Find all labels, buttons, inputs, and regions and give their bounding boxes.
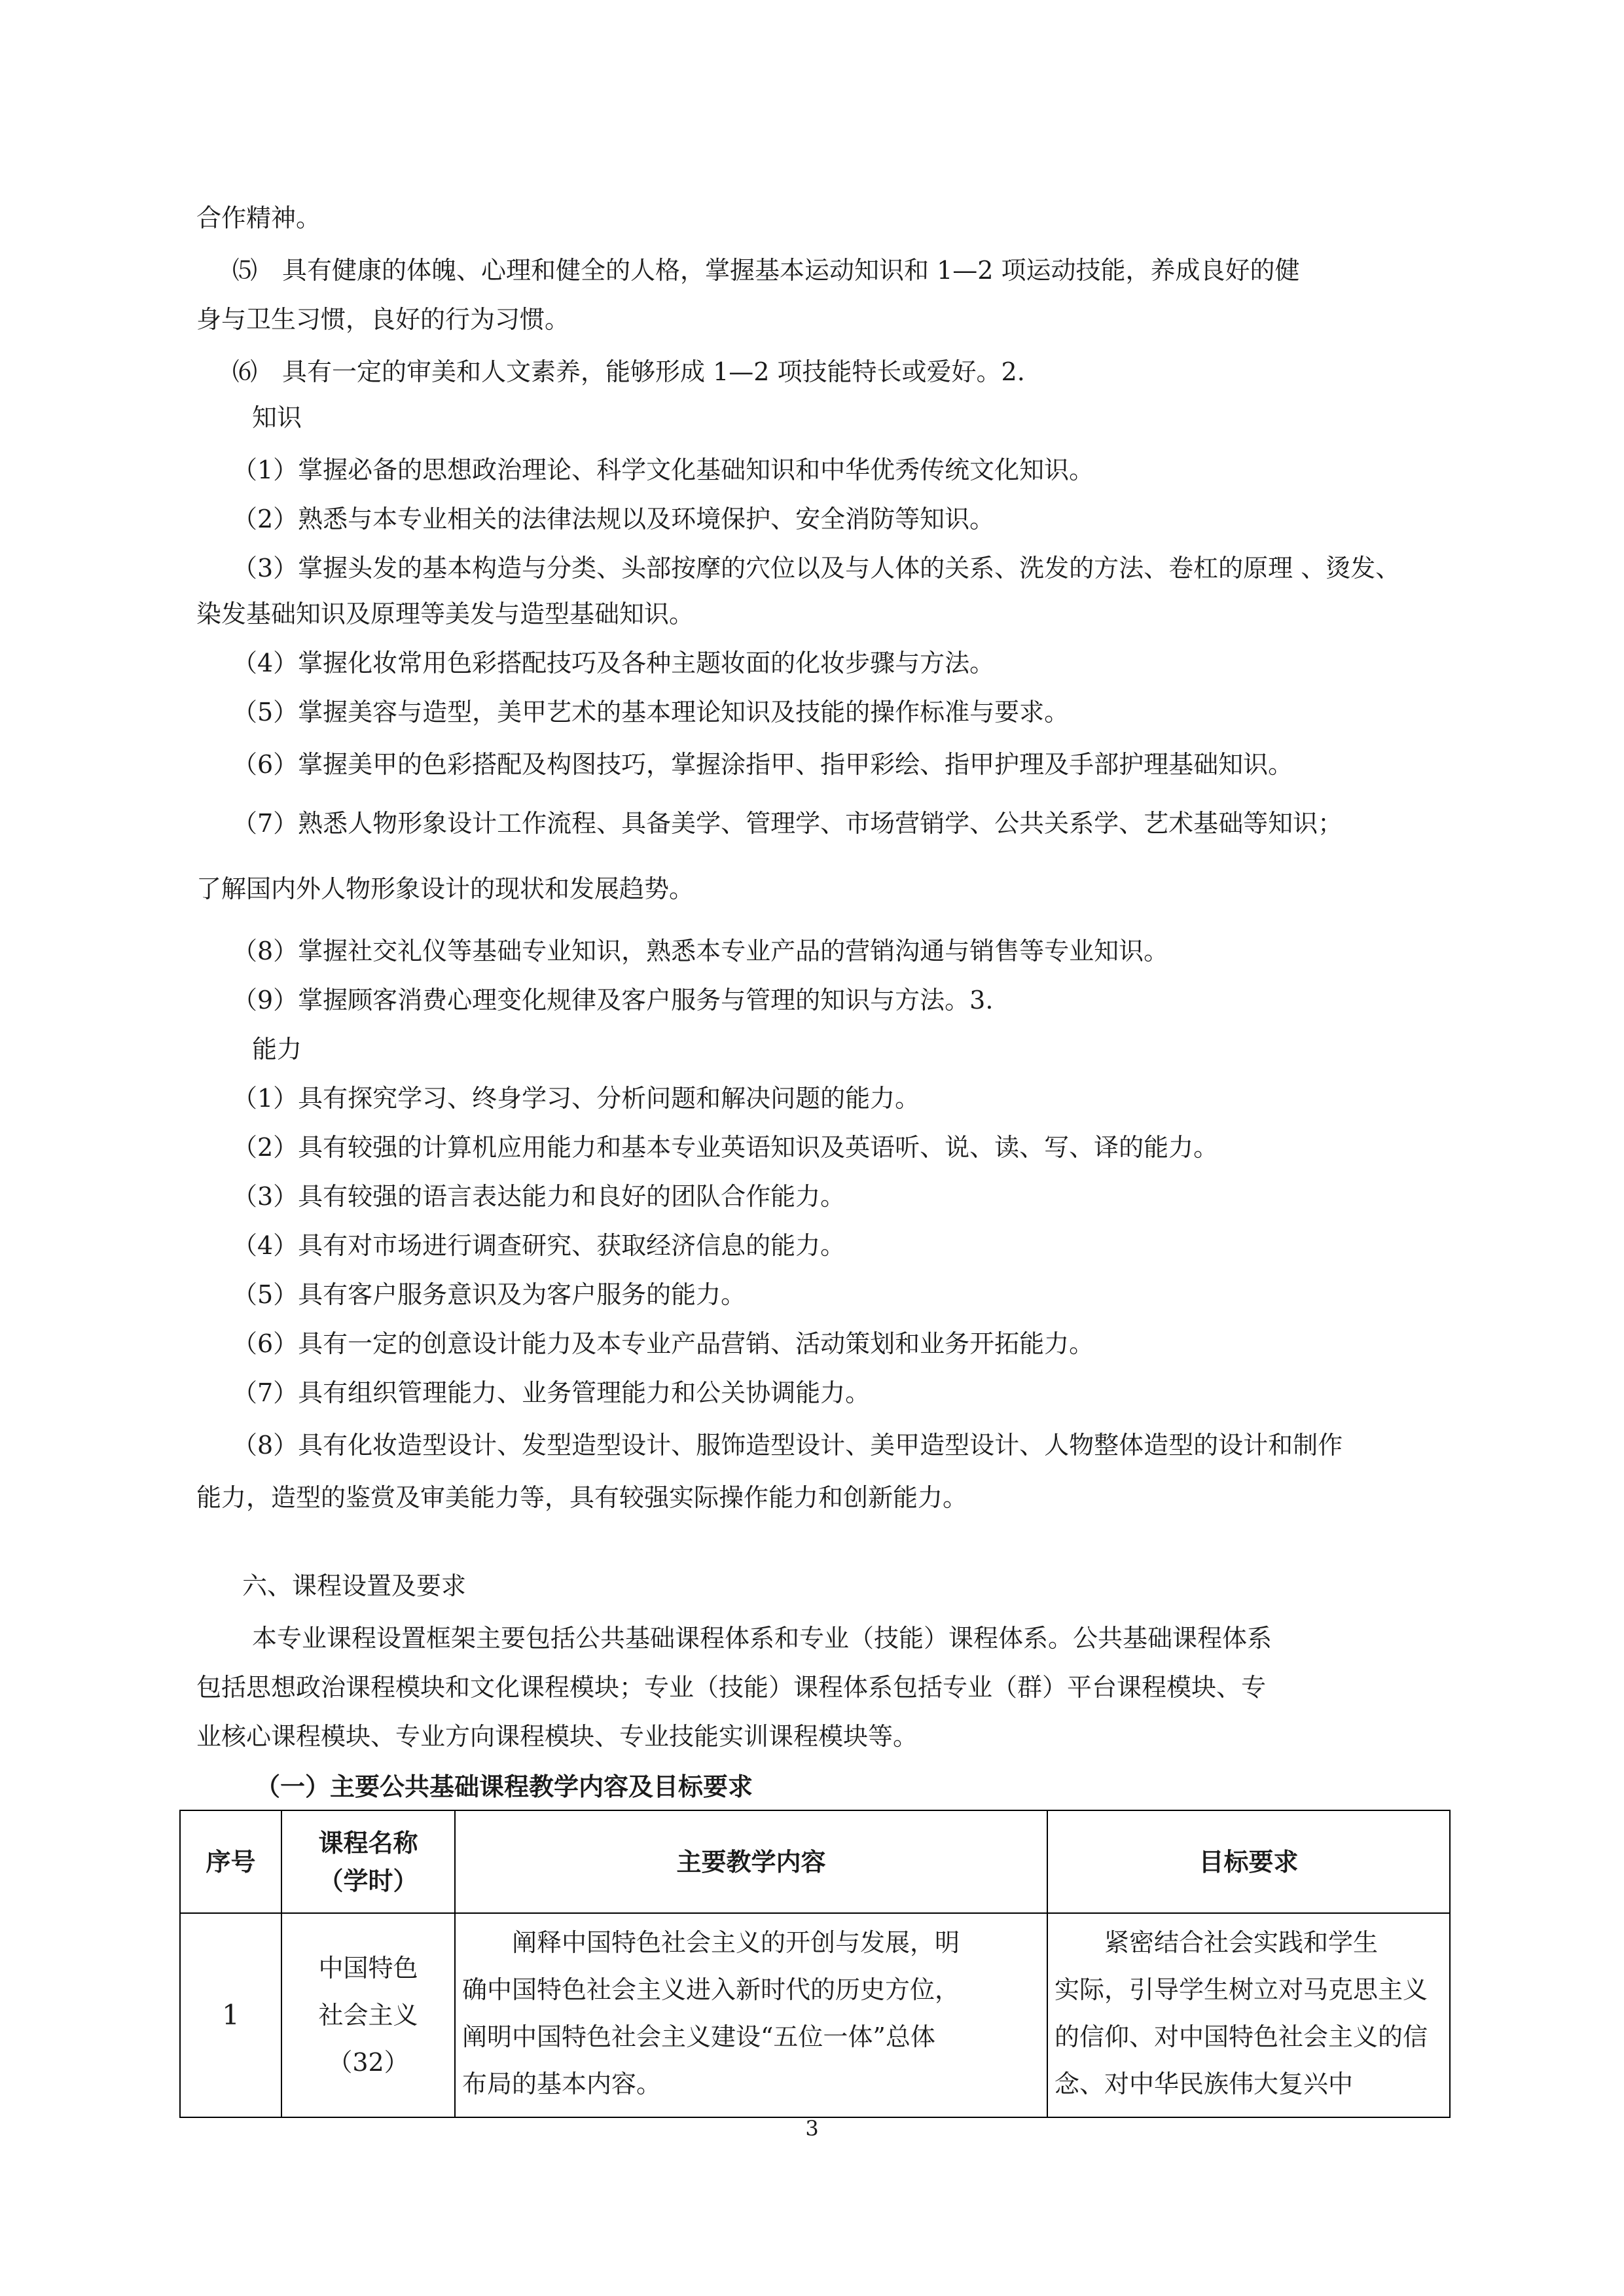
table-row <box>180 1913 1450 2117</box>
section-heading: 知识 <box>252 403 302 432</box>
text-line: 业核心课程模块、专业方向课程模块、专业技能实训课程模块等。 <box>196 1722 918 1751</box>
course-name-line: （32） <box>327 2048 409 2077</box>
subsection-heading: （一）主要公共基础课程教学内容及目标要求 <box>255 1772 753 1801</box>
row-course-name <box>281 1913 455 2117</box>
content-line: 阐释中国特色社会主义的开创与发展，明 <box>462 1928 960 1957</box>
text-line: ⑹ 具有一定的审美和人文素养，能够形成 1—2 项技能特长或爱好。2. <box>232 357 1025 386</box>
text-line: 能力，造型的鉴赏及审美能力等，具有较强实际操作能力和创新能力。 <box>196 1483 968 1512</box>
chapter-heading: 六、课程设置及要求 <box>242 1571 467 1600</box>
text-line: （2）熟悉与本专业相关的法律法规以及环境保护、安全消防等知识。 <box>232 505 995 533</box>
course-name-line: 社会主义 <box>318 2001 418 2030</box>
text-line: （8）具有化妆造型设计、发型造型设计、服饰造型设计、美甲造型设计、人物整体造型的设计和制作 <box>232 1431 1343 1460</box>
course-name-line: 中国特色 <box>318 1954 418 1982</box>
goal-line: 实际，引导学生树立对马克思主义 <box>1055 1975 1428 2004</box>
header-content: 主要教学内容 <box>455 1810 1047 1913</box>
text-line: （6）具有一定的创意设计能力及本专业产品营销、活动策划和业务开拓能力。 <box>232 1329 1094 1358</box>
text-line: （3）具有较强的语言表达能力和良好的团队合作能力。 <box>232 1182 846 1211</box>
section-heading: 能力 <box>252 1035 302 1064</box>
content-line: 阐明中国特色社会主义建设“五位一体”总体 <box>462 2022 935 2051</box>
page-number: 3 <box>805 2116 819 2141</box>
header-name-line: 课程名称 <box>318 1827 418 1857</box>
content-line: 布局的基本内容。 <box>462 2070 662 2098</box>
text-line: （7）具有组织管理能力、业务管理能力和公关协调能力。 <box>232 1378 871 1407</box>
text-line: （5）具有客户服务意识及为客户服务的能力。 <box>232 1280 746 1309</box>
text-line: （5）掌握美容与造型，美甲艺术的基本理论知识及技能的操作标准与要求。 <box>232 698 1070 726</box>
text-line: （4）具有对市场进行调查研究、获取经济信息的能力。 <box>232 1231 846 1260</box>
text-line: 染发基础知识及原理等美发与造型基础知识。 <box>196 600 695 628</box>
text-line: （9）掌握顾客消费心理变化规律及客户服务与管理的知识与方法。3. <box>232 986 994 1014</box>
goal-line: 的信仰、对中国特色社会主义的信 <box>1055 2022 1428 2051</box>
header-seq: 序号 <box>180 1810 281 1913</box>
text-line: 包括思想政治课程模块和文化课程模块；专业（技能）课程体系包括专业（群）平台课程模块、专 <box>196 1673 1267 1702</box>
course-table <box>179 1810 1451 2118</box>
content-line: 确中国特色社会主义进入新时代的历史方位， <box>462 1975 960 2004</box>
row-content <box>455 1913 1047 2117</box>
text-line: 合作精神。 <box>196 204 321 232</box>
row-seq: 1 <box>180 1913 281 2117</box>
goal-line: 紧密结合社会实践和学生 <box>1055 1928 1379 1957</box>
text-line: （4）掌握化妆常用色彩搭配技巧及各种主题妆面的化妆步骤与方法。 <box>232 649 995 677</box>
text-line: ⑸ 具有健康的体魄、心理和健全的人格，掌握基本运动知识和 1—2 项运动技能，养成良好的健 <box>232 256 1300 285</box>
table-header-row <box>180 1810 1450 1913</box>
text-line: （7）熟悉人物形象设计工作流程、具备美学、管理学、市场营销学、公共关系学、艺术基础等知识； <box>232 809 1343 838</box>
text-line: 身与卫生习惯，良好的行为习惯。 <box>196 305 570 334</box>
text-line: （1）掌握必备的思想政治理论、科学文化基础知识和中华优秀传统文化知识。 <box>232 456 1094 484</box>
text-line: （3）掌握头发的基本构造与分类、头部按摩的穴位以及与人体的关系、洗发的方法、卷杠的原理 、烫发、 <box>232 554 1401 583</box>
text-line: 本专业课程设置框架主要包括公共基础课程体系和专业（技能）课程体系。公共基础课程体系 <box>252 1624 1272 1653</box>
goal-line: 念、对中华民族伟大复兴中 <box>1055 2070 1354 2098</box>
text-line: （8）掌握社交礼仪等基础专业知识，熟悉本专业产品的营销沟通与销售等专业知识。 <box>232 937 1169 965</box>
text-line: （1）具有探究学习、终身学习、分析问题和解决问题的能力。 <box>232 1084 920 1113</box>
header-course-name <box>281 1810 455 1913</box>
header-name-line: （学时） <box>318 1865 418 1895</box>
text-line: （2）具有较强的计算机应用能力和基本专业英语知识及英语听、说、读、写、译的能力。 <box>232 1133 1219 1162</box>
text-line: （6）掌握美甲的色彩搭配及构图技巧，掌握涂指甲、指甲彩绘、指甲护理及手部护理基础知识。 <box>232 750 1293 779</box>
row-goal <box>1047 1913 1450 2117</box>
text-line: 了解国内外人物形象设计的现状和发展趋势。 <box>196 874 695 903</box>
header-goal: 目标要求 <box>1047 1810 1450 1913</box>
